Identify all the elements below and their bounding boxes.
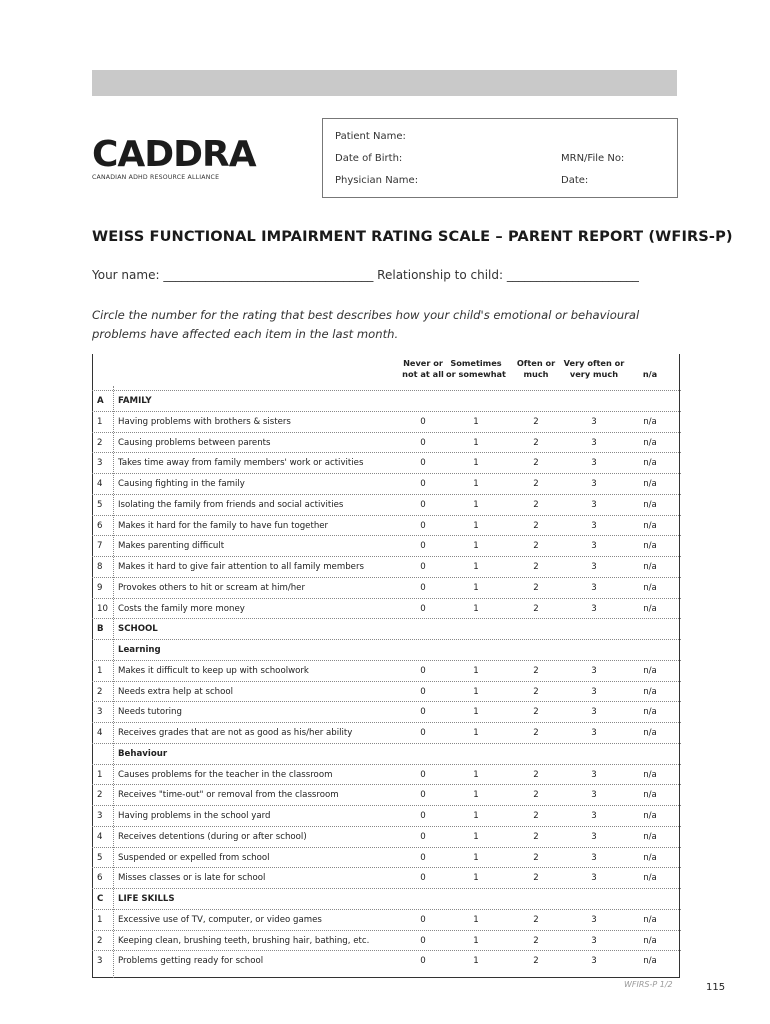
table-row bbox=[92, 598, 681, 619]
rating-option[interactable]: n/a bbox=[643, 562, 657, 572]
rating-option[interactable]: 3 bbox=[591, 458, 597, 469]
table-row bbox=[92, 515, 681, 536]
logo-subtitle: CANADIAN ADHD RESOURCE ALLIANCE bbox=[92, 174, 220, 181]
date-of-birth-field[interactable]: Date of Birth: bbox=[335, 153, 403, 164]
rating-option[interactable]: 3 bbox=[591, 707, 597, 718]
instructions: Circle the number for the rating that best describes how your child's emotional or behavioural problems have affected each item in the last month. bbox=[92, 308, 640, 341]
table-row bbox=[92, 805, 681, 826]
row-label: SCHOOL bbox=[118, 624, 158, 635]
rating-option[interactable]: n/a bbox=[643, 831, 657, 842]
row-label: Isolating the family from friends and social activities bbox=[118, 499, 344, 510]
row-label: Makes parenting difficult bbox=[118, 541, 225, 552]
rating-option[interactable]: 0 bbox=[420, 769, 426, 780]
row-number: 9 bbox=[97, 582, 103, 593]
respondent-line bbox=[92, 268, 639, 282]
rating-option[interactable]: 0 bbox=[420, 914, 426, 925]
table-row bbox=[92, 930, 681, 951]
rating-option[interactable]: 3 bbox=[591, 790, 597, 801]
rating-option[interactable]: 1 bbox=[473, 603, 479, 614]
rating-option[interactable]: 3 bbox=[591, 831, 597, 842]
rating-option[interactable]: 1 bbox=[473, 811, 479, 821]
row-number: 4 bbox=[97, 728, 103, 738]
row-number: 3 bbox=[97, 707, 103, 718]
rating-option[interactable]: 0 bbox=[420, 458, 426, 469]
section-row bbox=[92, 390, 681, 411]
patient-info-box bbox=[322, 118, 678, 198]
rating-option[interactable]: 0 bbox=[420, 603, 426, 614]
rating-option[interactable]: 1 bbox=[473, 769, 479, 780]
row-label: Behaviour bbox=[118, 748, 168, 759]
rating-option[interactable]: 0 bbox=[420, 562, 426, 572]
row-label: Causes problems for the teacher in the classroom bbox=[118, 769, 333, 780]
rating-option[interactable]: 2 bbox=[533, 520, 539, 531]
subsection-row bbox=[92, 743, 681, 764]
row-label: Receives "time-out" or removal from the classroom bbox=[118, 790, 339, 801]
rating-option[interactable]: n/a bbox=[643, 914, 657, 925]
rating-option[interactable]: 1 bbox=[473, 582, 479, 593]
table-row bbox=[92, 784, 681, 805]
rating-option[interactable]: 0 bbox=[420, 956, 426, 967]
relationship-blank[interactable]: ______________________ bbox=[506, 268, 639, 282]
patient-name-field[interactable]: Patient Name: bbox=[335, 131, 406, 142]
rating-option[interactable]: 0 bbox=[420, 831, 426, 842]
row-label: Needs extra help at school bbox=[118, 686, 234, 697]
row-number: 2 bbox=[97, 790, 103, 801]
table-row bbox=[92, 494, 681, 515]
row-label: Receives detentions (during or after school) bbox=[118, 831, 307, 842]
header-bar bbox=[92, 70, 677, 96]
rating-option[interactable]: 1 bbox=[473, 520, 479, 531]
rating-option[interactable]: 0 bbox=[420, 416, 426, 427]
rating-option[interactable]: 3 bbox=[591, 562, 597, 572]
physician-name-field[interactable]: Physician Name: bbox=[335, 175, 419, 186]
rating-option[interactable]: 0 bbox=[420, 520, 426, 531]
table-row bbox=[92, 577, 681, 598]
rating-option[interactable]: 0 bbox=[420, 728, 426, 738]
row-number: 6 bbox=[97, 873, 103, 884]
rating-option[interactable]: n/a bbox=[643, 603, 657, 614]
rating-option[interactable]: n/a bbox=[643, 582, 657, 593]
rating-option[interactable]: 3 bbox=[591, 479, 597, 489]
rating-option[interactable]: 2 bbox=[533, 707, 539, 718]
row-label: Learning bbox=[118, 645, 161, 655]
row-number: 1 bbox=[97, 416, 103, 427]
rating-option[interactable]: 2 bbox=[533, 769, 539, 780]
row-label: Suspended or expelled from school bbox=[118, 852, 270, 863]
table-row bbox=[92, 867, 681, 888]
table-row bbox=[92, 411, 681, 432]
row-number: 1 bbox=[97, 914, 103, 925]
rating-option[interactable]: 1 bbox=[473, 935, 479, 946]
rating-option[interactable]: 1 bbox=[473, 873, 479, 884]
table-row bbox=[92, 452, 681, 473]
rating-option[interactable]: 3 bbox=[591, 437, 597, 448]
row-label: Receives grades that are not as good as his/her ability bbox=[118, 728, 353, 738]
rating-option[interactable]: n/a bbox=[643, 790, 657, 801]
row-number: 2 bbox=[97, 686, 103, 697]
row-label: Costs the family more money bbox=[118, 603, 245, 614]
rating-option[interactable]: 3 bbox=[591, 935, 597, 946]
rating-option[interactable]: 1 bbox=[473, 416, 479, 427]
rating-option[interactable]: 0 bbox=[420, 686, 426, 697]
rating-option[interactable]: 1 bbox=[473, 707, 479, 718]
rating-option[interactable]: 2 bbox=[533, 562, 539, 572]
rating-option[interactable]: 1 bbox=[473, 458, 479, 469]
table-row bbox=[92, 556, 681, 577]
table-row bbox=[92, 432, 681, 453]
relationship-label: Relationship to child: bbox=[377, 268, 504, 282]
table-row bbox=[92, 681, 681, 702]
column-header-1: Sometimes or somewhat bbox=[446, 358, 506, 379]
row-label: LIFE SKILLS bbox=[118, 894, 175, 904]
row-label: Having problems with brothers & sisters bbox=[118, 416, 291, 427]
rating-option[interactable]: 2 bbox=[533, 416, 539, 427]
rating-option[interactable]: 2 bbox=[533, 790, 539, 801]
row-number: A bbox=[97, 396, 104, 406]
rating-option[interactable]: 1 bbox=[473, 437, 479, 448]
rating-option[interactable]: 0 bbox=[420, 811, 426, 821]
row-number: 4 bbox=[97, 479, 103, 489]
rating-option[interactable]: n/a bbox=[643, 935, 657, 946]
rating-option[interactable]: n/a bbox=[643, 852, 657, 863]
row-label: Makes it hard for the family to have fun together bbox=[118, 520, 329, 531]
column-header-3: Very often or very much bbox=[563, 358, 625, 379]
your-name-blank[interactable]: ___________________________________ bbox=[163, 268, 374, 282]
rating-option[interactable]: n/a bbox=[643, 873, 657, 884]
row-number: 3 bbox=[97, 811, 103, 821]
table-row bbox=[92, 535, 681, 556]
rating-option[interactable]: 1 bbox=[473, 956, 479, 967]
rating-option[interactable]: 2 bbox=[533, 458, 539, 469]
rating-option[interactable]: n/a bbox=[643, 769, 657, 780]
rating-option[interactable]: 1 bbox=[473, 852, 479, 863]
row-label: Makes it difficult to keep up with schoolwork bbox=[118, 665, 309, 676]
rating-option[interactable]: 2 bbox=[533, 811, 539, 821]
row-label: Causing fighting in the family bbox=[118, 479, 245, 489]
rating-option[interactable]: 3 bbox=[591, 852, 597, 863]
page-number: 115 bbox=[706, 982, 726, 993]
rating-option[interactable]: 1 bbox=[473, 914, 479, 925]
table-row bbox=[92, 826, 681, 847]
rating-option[interactable]: n/a bbox=[643, 541, 657, 552]
row-number: 3 bbox=[97, 458, 103, 469]
column-header-0: Never or not at all bbox=[402, 358, 444, 379]
rating-option[interactable]: 0 bbox=[420, 479, 426, 489]
date-field[interactable]: Date: bbox=[561, 175, 589, 186]
rating-option[interactable]: 2 bbox=[533, 873, 539, 884]
rating-option[interactable]: 3 bbox=[591, 665, 597, 676]
rating-option[interactable]: 3 bbox=[591, 811, 597, 821]
rating-option[interactable]: 1 bbox=[473, 686, 479, 697]
row-number: 5 bbox=[97, 852, 103, 863]
form-title: WEISS FUNCTIONAL IMPAIRMENT RATING SCALE – PARENT REPORT (WFIRS-P) bbox=[92, 228, 733, 245]
rating-option[interactable]: 2 bbox=[533, 582, 539, 593]
table-row bbox=[92, 950, 681, 971]
row-number: 8 bbox=[97, 562, 103, 572]
rating-option[interactable]: 3 bbox=[591, 416, 597, 427]
rating-option[interactable]: 1 bbox=[473, 479, 479, 489]
rating-option[interactable]: n/a bbox=[643, 686, 657, 697]
mrn-field[interactable]: MRN/File No: bbox=[561, 153, 625, 164]
row-label: Keeping clean, brushing teeth, brushing hair, bathing, etc. bbox=[118, 935, 370, 946]
your-name-label: Your name: bbox=[92, 268, 160, 282]
row-number: C bbox=[97, 894, 104, 904]
table-row bbox=[92, 722, 681, 743]
row-number: 2 bbox=[97, 437, 103, 448]
row-number: 10 bbox=[97, 603, 108, 614]
logo-wordmark: CADDRA bbox=[92, 134, 256, 175]
rating-option[interactable]: n/a bbox=[643, 520, 657, 531]
rating-option[interactable]: 3 bbox=[591, 686, 597, 697]
row-label: FAMILY bbox=[118, 396, 152, 406]
row-number: 2 bbox=[97, 935, 103, 946]
rating-option[interactable]: n/a bbox=[643, 458, 657, 469]
rating-option[interactable]: 2 bbox=[533, 956, 539, 967]
rating-table bbox=[92, 354, 681, 978]
rating-option[interactable]: 2 bbox=[533, 541, 539, 552]
rating-option[interactable]: 1 bbox=[473, 562, 479, 572]
row-label: Misses classes or is late for school bbox=[118, 873, 266, 884]
rating-option[interactable]: n/a bbox=[643, 956, 657, 967]
table-row bbox=[92, 847, 681, 868]
rating-option[interactable]: 2 bbox=[533, 686, 539, 697]
rating-option[interactable]: n/a bbox=[643, 479, 657, 489]
rating-option[interactable]: 1 bbox=[473, 541, 479, 552]
rating-option[interactable]: 2 bbox=[533, 935, 539, 946]
row-number: 7 bbox=[97, 541, 103, 552]
rating-option[interactable]: 0 bbox=[420, 873, 426, 884]
row-label: Causing problems between parents bbox=[118, 437, 271, 448]
rating-option[interactable]: 3 bbox=[591, 603, 597, 614]
rating-option[interactable]: 3 bbox=[591, 873, 597, 884]
rating-option[interactable]: 2 bbox=[533, 914, 539, 925]
rating-option[interactable]: 0 bbox=[420, 790, 426, 801]
table-row bbox=[92, 473, 681, 494]
section-row bbox=[92, 888, 681, 909]
rating-option[interactable]: 2 bbox=[533, 479, 539, 489]
rating-option[interactable]: 0 bbox=[420, 582, 426, 593]
rating-option[interactable]: 0 bbox=[420, 852, 426, 863]
rating-option[interactable]: 3 bbox=[591, 582, 597, 593]
subsection-row bbox=[92, 639, 681, 660]
rating-option[interactable]: n/a bbox=[643, 499, 657, 510]
rating-option[interactable]: 2 bbox=[533, 499, 539, 510]
column-header-4: n/a bbox=[642, 369, 658, 379]
row-label: Provokes others to hit or scream at him/her bbox=[118, 582, 306, 593]
row-label: Takes time away from family members' work or activities bbox=[118, 458, 364, 469]
rating-option[interactable]: 3 bbox=[591, 499, 597, 510]
row-number: 1 bbox=[97, 769, 103, 780]
rating-option[interactable]: 3 bbox=[591, 520, 597, 531]
rating-option[interactable]: 0 bbox=[420, 707, 426, 718]
rating-option[interactable]: 0 bbox=[420, 935, 426, 946]
rating-option[interactable]: 2 bbox=[533, 603, 539, 614]
rating-option[interactable]: 3 bbox=[591, 728, 597, 738]
rating-option[interactable]: 1 bbox=[473, 790, 479, 801]
section-row bbox=[92, 618, 681, 639]
row-label: Problems getting ready for school bbox=[118, 956, 264, 967]
row-number: 5 bbox=[97, 499, 103, 510]
row-number: 1 bbox=[97, 665, 103, 676]
rating-option[interactable]: 3 bbox=[591, 914, 597, 925]
rating-option[interactable]: 1 bbox=[473, 831, 479, 842]
row-label: Makes it hard to give fair attention to all family members bbox=[118, 562, 364, 572]
table-row bbox=[92, 909, 681, 930]
rating-option[interactable]: n/a bbox=[643, 665, 657, 676]
caddra-logo bbox=[92, 134, 256, 184]
rating-option[interactable]: n/a bbox=[643, 416, 657, 427]
rating-option[interactable]: 2 bbox=[533, 665, 539, 676]
rating-option[interactable]: 1 bbox=[473, 728, 479, 738]
column-header-2: Often or much bbox=[516, 358, 556, 379]
rating-option[interactable]: 3 bbox=[591, 541, 597, 552]
rating-option[interactable]: 2 bbox=[533, 728, 539, 738]
form-code: WFIRS-P 1/2 bbox=[624, 980, 673, 989]
row-label: Having problems in the school yard bbox=[118, 811, 271, 821]
row-label: Needs tutoring bbox=[118, 707, 182, 718]
row-number: B bbox=[97, 624, 104, 635]
rating-option[interactable]: n/a bbox=[643, 728, 657, 738]
rating-option[interactable]: n/a bbox=[643, 811, 657, 821]
rating-option[interactable]: n/a bbox=[643, 707, 657, 718]
rating-option[interactable]: 1 bbox=[473, 665, 479, 676]
rating-option[interactable]: 2 bbox=[533, 852, 539, 863]
rating-option[interactable]: 0 bbox=[420, 499, 426, 510]
rating-option[interactable]: 2 bbox=[533, 437, 539, 448]
table-row bbox=[92, 764, 681, 785]
rating-option[interactable]: 0 bbox=[420, 541, 426, 552]
rating-option[interactable]: n/a bbox=[643, 437, 657, 448]
row-number: 3 bbox=[97, 956, 103, 967]
rating-option[interactable]: 0 bbox=[420, 437, 426, 448]
table-row bbox=[92, 701, 681, 722]
rating-option[interactable]: 2 bbox=[533, 831, 539, 842]
rating-option[interactable]: 3 bbox=[591, 769, 597, 780]
table-row bbox=[92, 660, 681, 681]
row-number: 4 bbox=[97, 831, 103, 842]
rating-option[interactable]: 0 bbox=[420, 665, 426, 676]
rating-option[interactable]: 1 bbox=[473, 499, 479, 510]
row-number: 6 bbox=[97, 520, 103, 531]
rating-option[interactable]: 3 bbox=[591, 956, 597, 967]
row-label: Excessive use of TV, computer, or video games bbox=[118, 914, 322, 925]
